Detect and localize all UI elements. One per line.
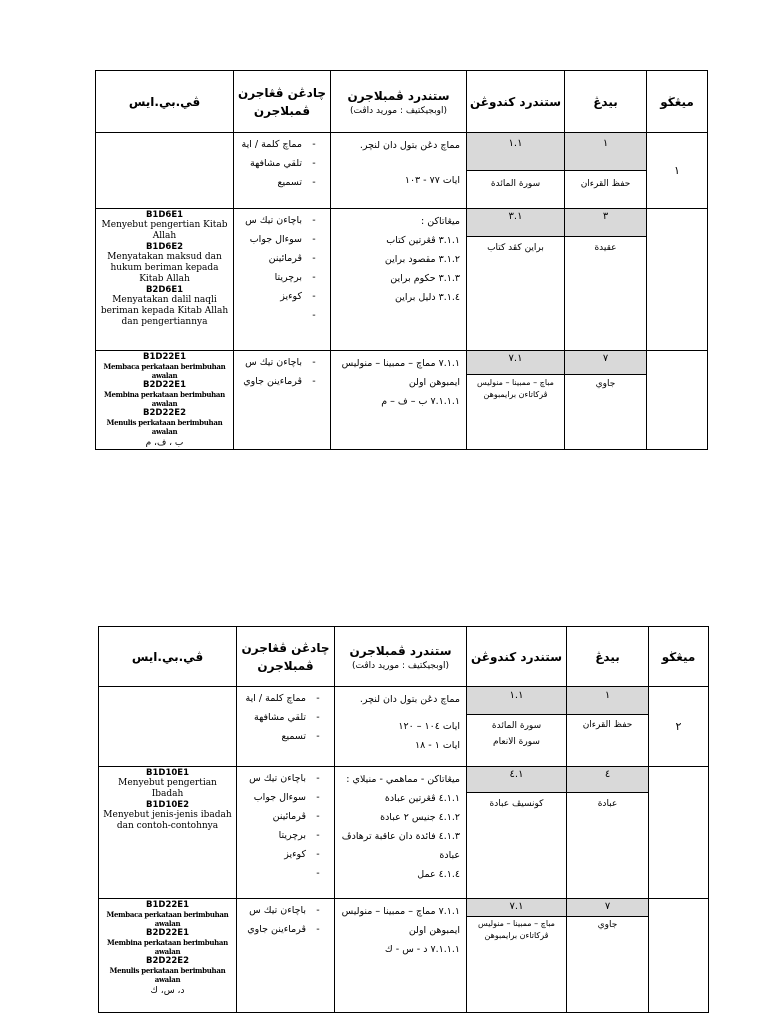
pbs-code: B1D10E1 (146, 768, 189, 778)
pbs-desc: Membina perkataan berimbuhan awalan (104, 390, 225, 408)
sp-line: ايمبوهن اولن (408, 377, 460, 388)
header-standard-pembelajaran (331, 71, 467, 133)
week-number: ١ (647, 133, 708, 209)
sk-label: سورة المائدة (490, 179, 541, 189)
activities-cell (237, 767, 335, 899)
sp-line: ٤.١.٤ عمل (417, 869, 460, 880)
header-sp-subtitle: (اوبجيكتيف : موريد داڤت) (352, 660, 449, 671)
pbs-code: B1D6E1 (145, 210, 184, 220)
sp-line: ٧.١.١.١ د - س - ك (384, 944, 460, 955)
pbs-desc: Menyebut jenis-jenis ibadah dan contoh-contohnya (103, 810, 232, 831)
sk-cell (467, 209, 565, 351)
sk-number: ١.١ (467, 687, 566, 715)
activity-item: - تسميع (241, 727, 328, 746)
pbs-desc: Membaca perkataan berimbuhan awalan (103, 362, 226, 380)
bidang-label: عبادة (597, 799, 618, 809)
header-row (96, 71, 708, 133)
sp-content (331, 351, 467, 450)
bidang-cell (565, 209, 647, 351)
pbs-code: B1D10E2 (146, 800, 189, 810)
table-row (99, 687, 709, 767)
header-sp-title: ستندرد ڤمبلاجرن (347, 88, 450, 103)
activity-item: - باچاءن تيك س (238, 353, 324, 372)
pbs-desc: Menulis perkataan berimbuhan awalan (109, 966, 226, 984)
activity-item: - سوءال جواب (238, 230, 324, 249)
bidang-cell (567, 899, 649, 1013)
sk-number: ٣.١ (467, 209, 564, 237)
sp-line: ميڠاتاكن - مماهمي - منيلاي : (346, 774, 460, 785)
header-cadangan-line2: ڤمبلاجرن (257, 658, 314, 673)
header-bidang: بيدڠ (567, 627, 649, 687)
pbs-cell (99, 899, 237, 1013)
header-pbs: ڤي.بي.ايس (96, 71, 234, 133)
pbs-letters: ب ، ف، م (145, 438, 184, 448)
sp-line: ايمبوهن اولن (408, 925, 460, 936)
sk-cell (467, 687, 567, 767)
bidang-number: ١ (565, 133, 646, 171)
header-standard-kandungan: ستندرد كندوڠن (467, 71, 565, 133)
pbs-code: B1D22E1 (143, 352, 186, 362)
sk-label-line: سورة الانعام (493, 737, 540, 747)
sp-line: ٣.١.٣ حكوم براين (390, 273, 460, 284)
pbs-code: B2D22E2 (143, 408, 186, 418)
header-minggu: ميڠڬو (649, 627, 709, 687)
header-standard-kandungan: ستندرد كندوڠن (467, 627, 567, 687)
week-empty-cell (647, 351, 708, 450)
header-cadangan-line2: ڤمبلاجرن (253, 103, 311, 118)
header-pbs: ڤي.بي.ايس (99, 627, 237, 687)
sk-number: ١.١ (467, 133, 564, 171)
sp-line: ٣.١.٢ مقصود براين (384, 254, 460, 265)
header-sp-title: ستندرد ڤمبلاجرن (349, 643, 452, 658)
activity-item: - سوءال جواب (241, 788, 328, 807)
bidang-number: ١ (567, 687, 648, 715)
activity-item: - تلقي مشافهة (238, 154, 324, 173)
header-cadangan (234, 71, 331, 133)
sp-content (331, 133, 467, 209)
sk-label: براين كڤد كتاب (487, 243, 544, 253)
sp-line: مماچ دڠن بتول دان لنچر. (359, 140, 460, 151)
sk-label-line: سورة المائدة (491, 721, 542, 731)
bidang-cell (567, 687, 649, 767)
sp-line: ٣.١.٤ دليل براين (395, 292, 460, 303)
pbs-desc: Menyatakan dalil naqli beriman kepada Kitab Allah dan pengertiannya (100, 295, 229, 327)
pbs-cell (96, 209, 234, 351)
pbs-cell (99, 687, 237, 767)
bidang-label: حفظ القرءان (582, 720, 633, 730)
bidang-label: جاوي (595, 379, 616, 389)
bidang-cell (565, 133, 647, 209)
sp-line: ٣.١.١ ڤڠرتين كتاب (386, 235, 460, 246)
activity-item: - باچاءن تيك س (241, 769, 328, 788)
activity-item: - باچاءن تيك س (241, 901, 328, 920)
pbs-desc: Menulis perkataan berimbuhan awalan (106, 418, 223, 436)
activity-item: - ڤرماءينن جاوي (241, 920, 328, 939)
activities-cell (234, 351, 331, 450)
sk-cell (467, 899, 567, 1013)
pbs-code: B2D22E2 (146, 956, 189, 966)
pbs-desc: Membina perkataan berimbuhan awalan (107, 938, 228, 956)
sk-cell (467, 133, 565, 209)
pbs-cell (96, 351, 234, 450)
header-bidang: بيدڠ (565, 71, 647, 133)
activities-cell (234, 133, 331, 209)
pbs-desc: Menyebut pengertian Ibadah (118, 778, 217, 799)
sp-content (335, 899, 467, 1013)
activities-cell (237, 899, 335, 1013)
sp-line: ميڠاتاكن : (421, 216, 460, 227)
week-empty-cell (647, 209, 708, 351)
bidang-number: ٤ (567, 767, 648, 793)
header-cadangan-line1: چادڠن ڤڠاجرن (241, 640, 330, 655)
table-row (96, 209, 708, 351)
pbs-cell (99, 767, 237, 899)
sp-line: ٧.١.١ مماچ – ممبينا – منوليس (341, 358, 460, 369)
pbs-code: B2D6E1 (145, 285, 184, 295)
lesson-plan-table-week-1 (95, 70, 708, 450)
header-sp-subtitle: (اوبجيكتيف : موريد داڤت) (350, 105, 447, 116)
bidang-number: ٣ (565, 209, 646, 237)
bidang-number: ٧ (565, 351, 646, 375)
sp-line: ٤.١.٣ فائدة دان عاقبة ترهادڤ (341, 831, 460, 842)
activity-item: - تسميع (238, 173, 324, 192)
activity-item: - مماچ كلمة / اية (241, 689, 328, 708)
activity-item: - تلقي مشافهة (241, 708, 328, 727)
table-row (99, 767, 709, 899)
pbs-desc: Menyatakan maksud dan hukum beriman kepada Kitab Allah (107, 252, 222, 284)
table-row (96, 133, 708, 209)
activity-item: - ڤرمائينن (241, 807, 328, 826)
activity-item: - كوءيز (238, 287, 324, 306)
sk-cell (467, 351, 565, 450)
pbs-desc: Membaca perkataan berimbuhan awalan (106, 910, 229, 928)
pbs-code: B1D6E2 (145, 242, 184, 252)
sk-number: ٧.١ (467, 899, 566, 917)
week-number: ٢ (649, 687, 709, 767)
sp-line: ٤.١.٢ جنيس ٢ عبادة (380, 812, 460, 823)
activity-item: - ڤرمائينن (238, 249, 324, 268)
activities-cell (234, 209, 331, 351)
sp-line: مماچ دڠن بتول دان لنچر. (359, 694, 460, 705)
pbs-code: B2D22E1 (143, 380, 186, 390)
header-standard-pembelajaran (335, 627, 467, 687)
sp-line: ٧.١.١ مماچ – ممبينا – منوليس (341, 906, 460, 917)
sp-line: ٧.١.١.١ ب – ف – م (381, 396, 460, 407)
bidang-cell (567, 767, 649, 899)
sk-label: كونسيڤ عبادة (489, 799, 544, 809)
sp-content (335, 767, 467, 899)
table-row (99, 899, 709, 1013)
pbs-code: B2D22E1 (146, 928, 189, 938)
bidang-label: عقيدة (594, 243, 617, 253)
pbs-desc: Menyebut pengertian Kitab Allah (101, 220, 228, 241)
activity-item (241, 864, 328, 883)
activity-item: - مماچ كلمة / اية (238, 135, 324, 154)
bidang-label: جاوي (597, 920, 618, 930)
activities-cell (237, 687, 335, 767)
sk-label: مباچ – ممبينا – منوليس ڤركاتاءن برايمبوهن (478, 919, 555, 940)
activity-item: - ڤرماءينن جاوي (238, 372, 324, 391)
activity-item (238, 306, 324, 325)
sp-content (335, 687, 467, 767)
header-row (99, 627, 709, 687)
activity-item: - برچريتا (241, 826, 328, 845)
sp-line: ايات ١ - ١٨ (415, 740, 460, 751)
sk-number: ٤.١ (467, 767, 566, 793)
table-row (96, 351, 708, 450)
sk-cell (467, 767, 567, 899)
pbs-letters: د، س، ك (150, 986, 185, 996)
sp-line: عبادة (439, 850, 460, 861)
lesson-plan-table-week-2 (98, 626, 709, 1013)
bidang-cell (565, 351, 647, 450)
header-minggu: ميڠڬو (647, 71, 708, 133)
week-empty-cell (649, 767, 709, 899)
week-empty-cell (649, 899, 709, 1013)
activity-item: - باچاءن تيك س (238, 211, 324, 230)
pbs-code: B1D22E1 (146, 900, 189, 910)
bidang-number: ٧ (567, 899, 648, 917)
activity-item: - برچريتا (238, 268, 324, 287)
sp-line: ٤.١.١ ڤڠرتين عبادة (384, 793, 460, 804)
header-cadangan-line1: چادڠن ڤڠاجرن (238, 85, 326, 100)
sp-line: ايات ١٠٤ – ١٢٠ (398, 721, 460, 732)
pbs-cell (96, 133, 234, 209)
sk-number: ٧.١ (467, 351, 564, 375)
activity-item: - كوءيز (241, 845, 328, 864)
sp-content (331, 209, 467, 351)
bidang-label: حفظ القرءان (580, 179, 631, 189)
sp-line: ايات ٧٧ - ١٠٣ (404, 175, 460, 186)
sk-label: مباچ – ممبينا – منوليس ڤركاتاءن برايمبوهن (477, 378, 554, 399)
header-cadangan (237, 627, 335, 687)
